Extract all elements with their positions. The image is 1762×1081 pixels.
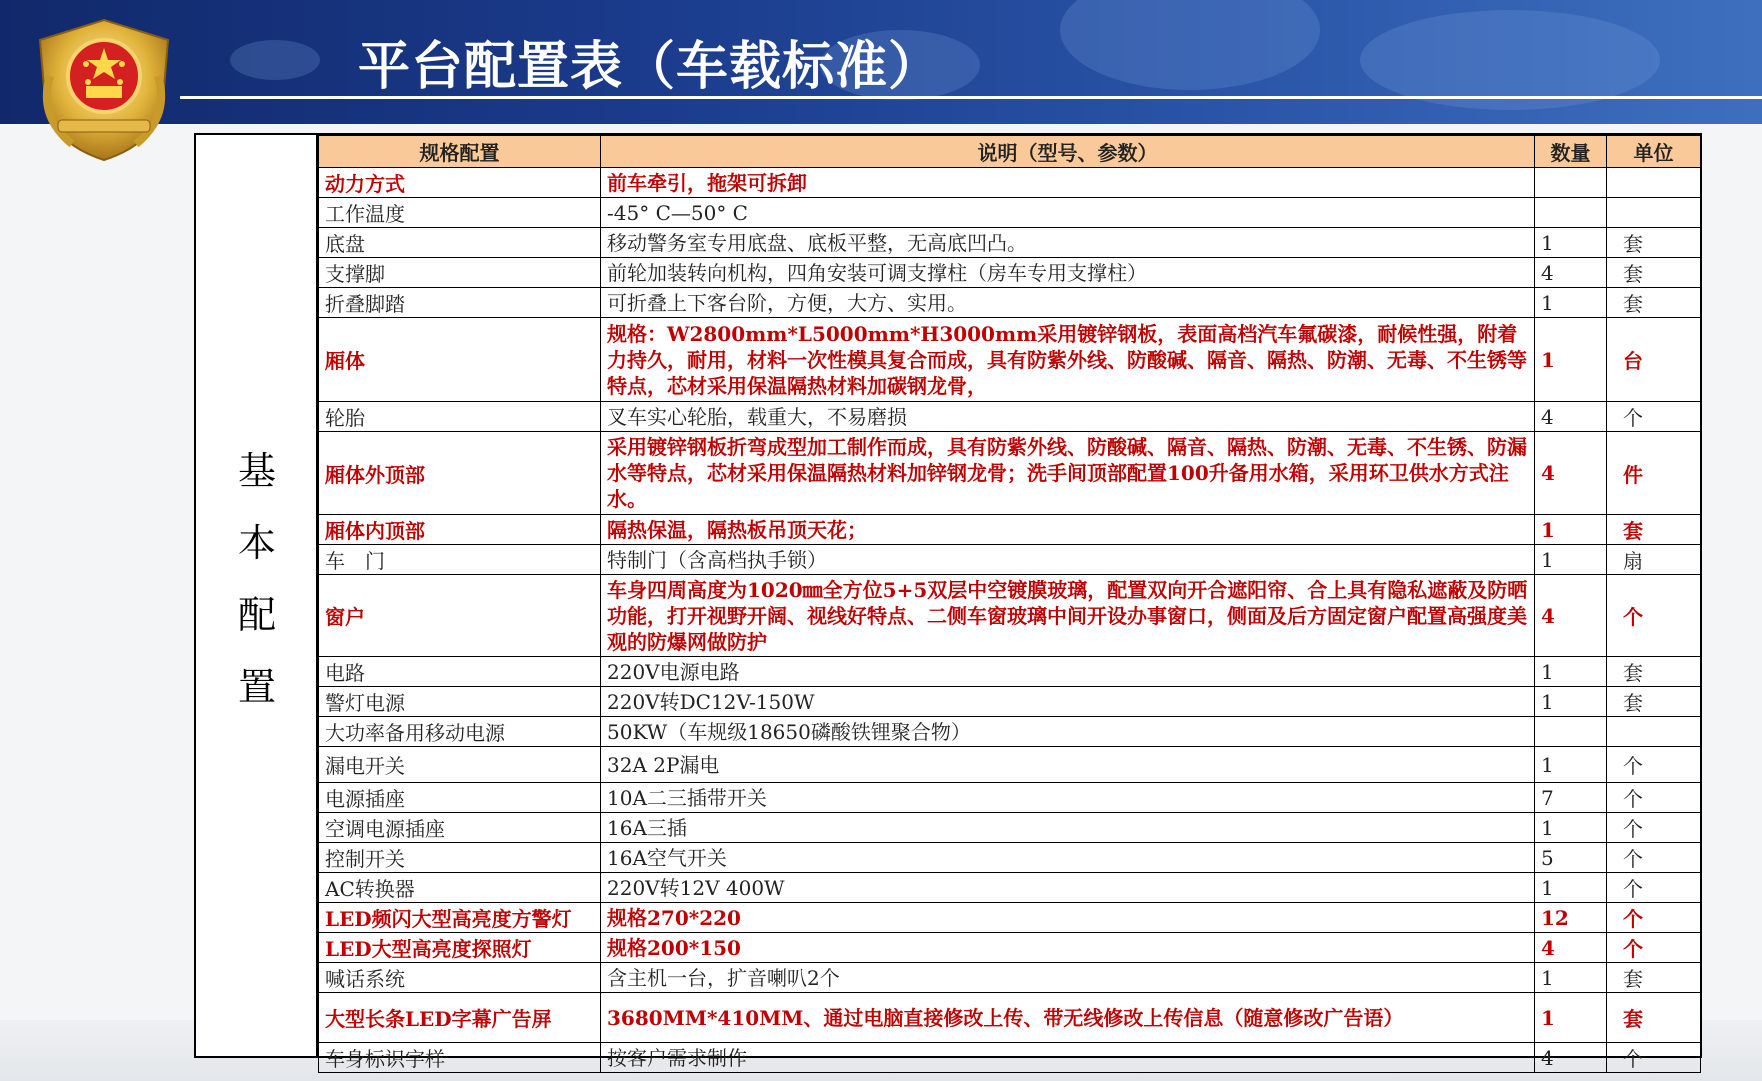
table-row <box>319 198 1701 228</box>
spec-name-cell: 电源插座 <box>319 783 601 813</box>
table-row <box>319 687 1701 717</box>
spec-unit-cell: 套 <box>1607 963 1701 993</box>
spec-name-cell: 车身标识字样 <box>319 1043 601 1073</box>
table-row <box>319 963 1701 993</box>
spec-qty-cell: 5 <box>1535 843 1607 873</box>
table-row <box>319 402 1701 432</box>
table-row <box>319 873 1701 903</box>
map-decoration <box>230 40 320 80</box>
spec-qty-cell: 1 <box>1535 288 1607 318</box>
table-row <box>319 747 1701 783</box>
spec-desc-cell: 16A三插 <box>601 813 1535 843</box>
table-row <box>319 993 1701 1043</box>
spec-name-cell: 轮胎 <box>319 402 601 432</box>
spec-desc-cell: 3680MM*410MM、通过电脑直接修改上传、带无线修改上传信息（随意修改广告语） <box>601 993 1535 1043</box>
spec-desc-cell: 规格：W2800mm*L5000mm*H3000mm采用镀锌钢板，表面高档汽车氟碳漆，耐候性强，附着力持久，耐用，材料一次性模具复合而成，具有防紫外线、防酸碱、隔音、隔热、防潮、无毒、不生锈等特点，芯材采用保温隔热材料加碳钢龙骨， <box>601 318 1535 402</box>
spec-table <box>318 135 1701 1073</box>
spec-name-cell: 厢体外顶部 <box>319 432 601 515</box>
spec-name-cell: 工作温度 <box>319 198 601 228</box>
spec-qty-cell: 1 <box>1535 747 1607 783</box>
spec-name-cell: LED大型高亮度探照灯 <box>319 933 601 963</box>
spec-desc-cell: 规格200*150 <box>601 933 1535 963</box>
spec-unit-cell: 扇 <box>1607 545 1701 575</box>
spec-unit-cell: 个 <box>1607 783 1701 813</box>
spec-name-cell: AC转换器 <box>319 873 601 903</box>
map-decoration <box>1060 0 1320 90</box>
spec-desc-cell: 规格270*220 <box>601 903 1535 933</box>
spec-name-cell: 空调电源插座 <box>319 813 601 843</box>
spec-name-cell: 动力方式 <box>319 168 601 198</box>
spec-desc-cell: 50KW（车规级18650磷酸铁锂聚合物） <box>601 717 1535 747</box>
spec-name-cell: LED频闪大型高亮度方警灯 <box>319 903 601 933</box>
spec-unit-cell: 套 <box>1607 515 1701 545</box>
spec-qty-cell: 12 <box>1535 903 1607 933</box>
spec-unit-cell: 个 <box>1607 575 1701 657</box>
spec-qty-cell: 1 <box>1535 873 1607 903</box>
section-column <box>196 135 318 1056</box>
spec-qty-cell: 4 <box>1535 933 1607 963</box>
spec-name-cell: 电路 <box>319 657 601 687</box>
spec-desc-cell: 32A 2P漏电 <box>601 747 1535 783</box>
page-title: 平台配置表（车载标准） <box>358 37 942 97</box>
spec-unit-cell: 套 <box>1607 657 1701 687</box>
spec-desc-cell: 车身四周高度为1020㎜全方位5+5双层中空镀膜玻璃，配置双向开合遮阳帘、合上具有隐私遮蔽及防晒功能，打开视野开阔、视线好特点、二侧车窗玻璃中间开设办事窗口，侧面及后方固定窗户配置高强度美观的防爆网做防护 <box>601 575 1535 657</box>
police-emblem-icon <box>28 16 180 164</box>
table-row <box>319 318 1701 402</box>
table-row <box>319 1043 1701 1073</box>
spec-unit-cell: 台 <box>1607 318 1701 402</box>
spec-qty-cell: 1 <box>1535 545 1607 575</box>
header-qty: 数量 <box>1535 136 1607 168</box>
table-row <box>319 813 1701 843</box>
spec-desc-cell: 前车牵引，拖架可拆卸 <box>601 168 1535 198</box>
table-row <box>319 168 1701 198</box>
spec-unit-cell <box>1607 198 1701 228</box>
table-row <box>319 432 1701 515</box>
spec-desc-cell: 采用镀锌钢板折弯成型加工制作而成，具有防紫外线、防酸碱、隔音、隔热、防潮、无毒、不生锈、防漏水等特点，芯材采用保温隔热材料加锌钢龙骨；洗手间顶部配置100升备用水箱，采用环卫供水方式注水。 <box>601 432 1535 515</box>
spec-unit-cell: 个 <box>1607 843 1701 873</box>
table-row <box>319 228 1701 258</box>
spec-unit-cell: 件 <box>1607 432 1701 515</box>
header-desc: 说明（型号、参数） <box>601 136 1535 168</box>
table-row <box>319 575 1701 657</box>
table-row <box>319 258 1701 288</box>
spec-unit-cell: 套 <box>1607 288 1701 318</box>
spec-unit-cell: 套 <box>1607 687 1701 717</box>
spec-desc-cell: 叉车实心轮胎，载重大，不易磨损 <box>601 402 1535 432</box>
header-unit: 单位 <box>1607 136 1701 168</box>
table-row <box>319 933 1701 963</box>
map-decoration <box>1360 10 1660 110</box>
spec-desc-cell: 前轮加装转向机构，四角安装可调支撑柱（房车专用支撑柱） <box>601 258 1535 288</box>
spec-qty-cell <box>1535 168 1607 198</box>
spec-qty-cell: 1 <box>1535 963 1607 993</box>
spec-name-cell: 漏电开关 <box>319 747 601 783</box>
spec-name-cell: 控制开关 <box>319 843 601 873</box>
spec-name-cell: 底盘 <box>319 228 601 258</box>
spec-unit-cell <box>1607 717 1701 747</box>
spec-name-cell: 支撑脚 <box>319 258 601 288</box>
spec-unit-cell: 套 <box>1607 228 1701 258</box>
spec-name-cell: 大型长条LED字幕广告屏 <box>319 993 601 1043</box>
spec-qty-cell: 4 <box>1535 432 1607 515</box>
spec-desc-cell: 220V电源电路 <box>601 657 1535 687</box>
spec-desc-cell: -45° C—50° C <box>601 198 1535 228</box>
spec-name-cell: 窗户 <box>319 575 601 657</box>
header-spec: 规格配置 <box>319 136 601 168</box>
spec-name-cell: 车 门 <box>319 545 601 575</box>
spec-desc-cell: 10A二三插带开关 <box>601 783 1535 813</box>
spec-qty-cell <box>1535 717 1607 747</box>
spec-desc-cell: 移动警务室专用底盘、底板平整，无高底凹凸。 <box>601 228 1535 258</box>
spec-desc-cell: 隔热保温，隔热板吊顶天花； <box>601 515 1535 545</box>
table-row <box>319 515 1701 545</box>
spec-unit-cell: 套 <box>1607 993 1701 1043</box>
spec-qty-cell: 1 <box>1535 657 1607 687</box>
table-row <box>319 717 1701 747</box>
spec-unit-cell: 个 <box>1607 933 1701 963</box>
spec-unit-cell: 个 <box>1607 747 1701 783</box>
spec-desc-cell: 16A空气开关 <box>601 843 1535 873</box>
config-table <box>194 133 1702 1071</box>
spec-name-cell: 警灯电源 <box>319 687 601 717</box>
spec-qty-cell: 1 <box>1535 515 1607 545</box>
spec-qty-cell: 4 <box>1535 402 1607 432</box>
spec-qty-cell: 1 <box>1535 228 1607 258</box>
spec-qty-cell: 4 <box>1535 258 1607 288</box>
spec-qty-cell: 4 <box>1535 575 1607 657</box>
spec-desc-cell: 按客户需求制作 <box>601 1043 1535 1073</box>
table-row <box>319 288 1701 318</box>
table-header-row <box>319 136 1701 168</box>
spec-qty-cell <box>1535 198 1607 228</box>
spec-desc-cell: 220V转DC12V-150W <box>601 687 1535 717</box>
spec-name-cell: 厢体内顶部 <box>319 515 601 545</box>
spec-unit-cell: 个 <box>1607 402 1701 432</box>
section-label: 基 本 配 置 <box>237 449 276 709</box>
spec-desc-cell: 220V转12V 400W <box>601 873 1535 903</box>
spec-name-cell: 大功率备用移动电源 <box>319 717 601 747</box>
spec-name-cell: 折叠脚踏 <box>319 288 601 318</box>
spec-unit-cell <box>1607 168 1701 198</box>
spec-qty-cell: 1 <box>1535 687 1607 717</box>
spec-name-cell: 喊话系统 <box>319 963 601 993</box>
spec-qty-cell: 4 <box>1535 1043 1607 1073</box>
spec-qty-cell: 1 <box>1535 813 1607 843</box>
spec-unit-cell: 个 <box>1607 873 1701 903</box>
spec-name-cell: 厢体 <box>319 318 601 402</box>
spec-desc-cell: 特制门（含高档执手锁） <box>601 545 1535 575</box>
spec-qty-cell: 1 <box>1535 993 1607 1043</box>
table-row <box>319 545 1701 575</box>
table-row <box>319 783 1701 813</box>
table-row <box>319 657 1701 687</box>
spec-unit-cell: 个 <box>1607 903 1701 933</box>
spec-unit-cell: 个 <box>1607 1043 1701 1073</box>
spec-unit-cell: 个 <box>1607 813 1701 843</box>
spec-desc-cell: 含主机一台，扩音喇叭2个 <box>601 963 1535 993</box>
title-banner <box>0 0 1762 124</box>
table-row <box>319 903 1701 933</box>
table-row <box>319 843 1701 873</box>
spec-qty-cell: 7 <box>1535 783 1607 813</box>
spec-qty-cell: 1 <box>1535 318 1607 402</box>
spec-desc-cell: 可折叠上下客台阶，方便，大方、实用。 <box>601 288 1535 318</box>
spec-unit-cell: 套 <box>1607 258 1701 288</box>
